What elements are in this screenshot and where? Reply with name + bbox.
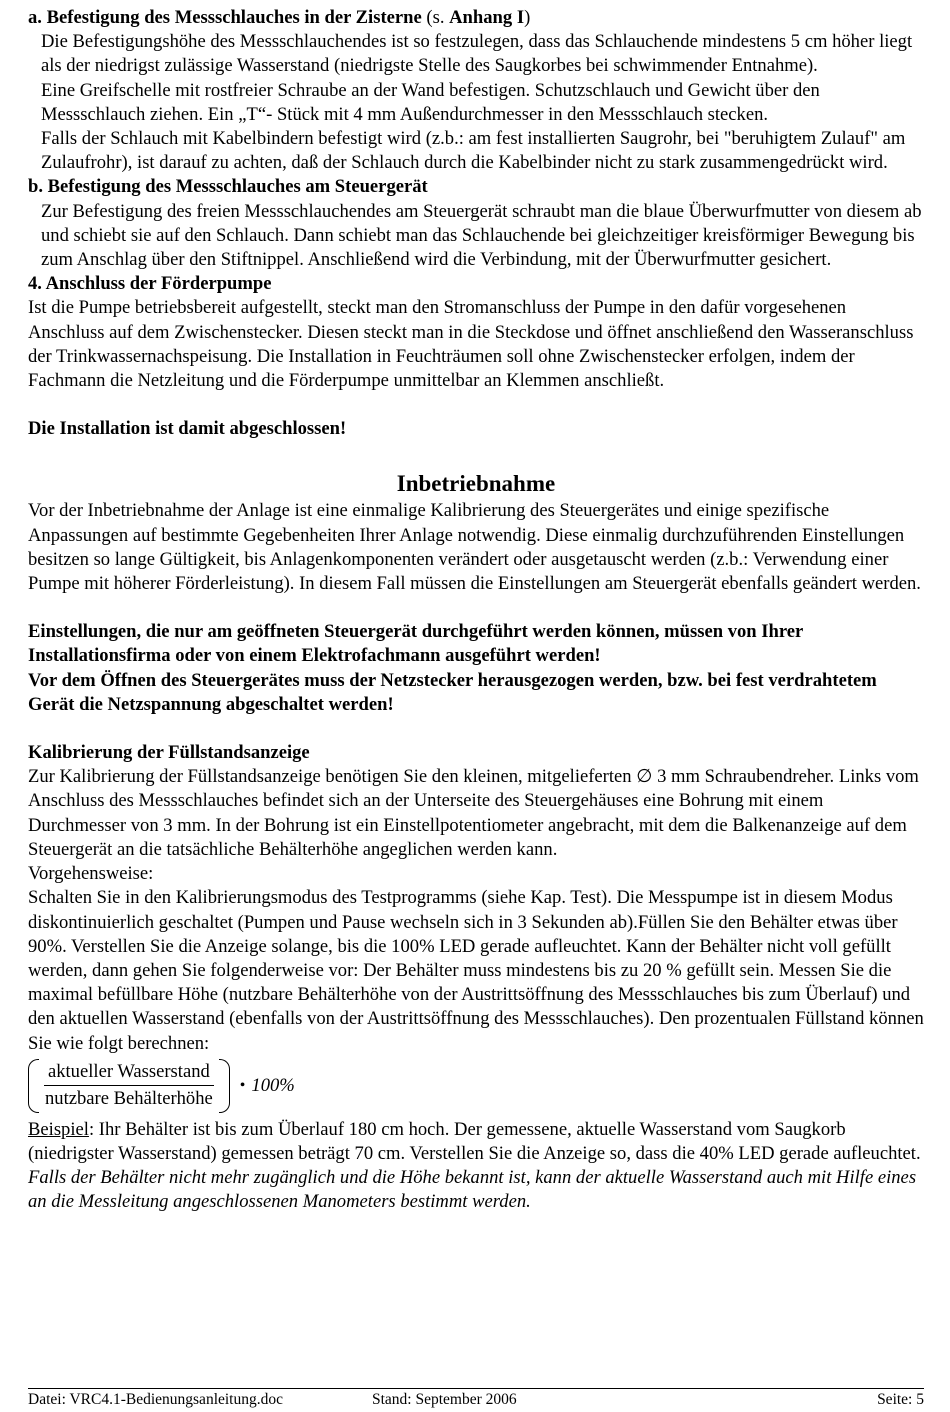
section-a-heading-bold: a. Befestigung des Messschlauches in der Zisterne	[28, 7, 422, 28]
section-b-para: Zur Befestigung des freien Messschlauchendes am Steuergerät schraubt man die blaue Überwurfmutter von diesem ab und schiebt sie auf den Schlauch. Dann schiebt man das Schlauchende bei gleichzeitiger kreisförmiger Bewegung bis zum Anschlag über den Stiftnippel. Anschließend wird die Verbindung, mit der Überwurfmutter gesichert.	[41, 200, 922, 271]
manometer-note: Falls der Behälter nicht mehr zugänglich und die Höhe bekannt ist, kann der aktuelle Wasserstand auch mit Hilfe eines an die Messleitung angeschlossenen Manometers bestimmt werden.	[28, 1167, 917, 1213]
fill-level-formula	[28, 1058, 924, 1114]
footer-stand: Stand: September 2006	[372, 1391, 517, 1408]
warning-installer: Einstellungen, die nur am geöffneten Steuergerät durchgeführt werden können, müssen von Ihrer Installationsfirma oder von einem Elektrofachmann ausgeführt werden!	[28, 621, 803, 667]
example-label: Beispiel	[28, 1118, 89, 1140]
section-a-para-1: Die Befestigungshöhe des Messschlauchendes ist so festzulegen, dass das Schlauchende mindestens 5 cm höher liegt als der niedrigst zulässige Wasserstand (niedrigste Stelle des Saugkorbes bei schwimmender Entnahme).	[41, 31, 913, 77]
example-text: : Ihr Behälter ist bis zum Überlauf 180 cm hoch. Der gemessene, aktuelle Wasserstand vom Saugkorb (niedrigster Wasserstand) gemessen beträgt 70 cm. Verstellen Sie die Anzeige so, dass die 40% LED gerade aufleuchtet.	[28, 1118, 921, 1164]
section-a-heading	[28, 6, 924, 30]
spacer	[28, 596, 924, 620]
section-a-para-3: Falls der Schlauch mit Kabelbindern befestigt wird (z.b.: am fest installierten Saugrohr, bei "beruhigtem Zulauf" am Zulaufrohr), ist darauf zu achten, daß der Schlauch durch die Kabelbinder nicht zu stark zusammengedrückt wird.	[41, 128, 906, 174]
calibration-heading: Kalibrierung der Füllstandsanzeige	[28, 742, 310, 764]
footer-file: Datei: VRC4.1-Bedienungsanleitung.doc	[28, 1391, 283, 1408]
installation-done-note: Die Installation ist damit abgeschlossen!	[28, 418, 347, 440]
section-a-para-2: Eine Greifschelle mit rostfreier Schraube an der Wand befestigen. Schutzschlauch und Gewicht über den Messschlauch ziehen. Ein „T“- Stück mit 4 mm Außendurchmesser in den Messschlauch stecken.	[41, 79, 820, 125]
section-a-heading-open: (s.	[421, 7, 450, 28]
inbetriebnahme-title: Inbetriebnahme	[396, 471, 556, 497]
formula-fraction	[39, 1060, 219, 1111]
section-4-para: Ist die Pumpe betriebsbereit aufgestellt, steckt man den Stromanschluss der Pumpe in den dafür vorgesehenen Anschluss auf dem Zwischenstecker. Diesen steckt man in die Steckdose und öffnet anschließend den Wasseranschluss der Trinkwassernachspeisung. Die Installation in Feuchträumen soll ohne Zwischenstecker erfolgen, indem der Fachmann die Netzleitung und die Förderpumpe unmittelbar an Klemmen anschließt.	[28, 297, 914, 392]
spacer	[28, 441, 924, 465]
spacer	[28, 717, 924, 741]
section-a-heading-close: )	[524, 7, 531, 28]
section-b-heading: b. Befestigung des Messschlauches am Steuergerät	[28, 176, 428, 198]
formula-multiply-dot: •	[239, 1076, 246, 1094]
formula-denominator: nutzbare Behälterhöhe	[45, 1088, 213, 1110]
calibration-para-1: Zur Kalibrierung der Füllstandsanzeige benötigen Sie den kleinen, mitgelieferten ∅ 3 mm Schraubendreher. Links vom Anschluss des Messschlauches befindet sich an der Unterseite des Steuergehäuses eine Bohrung mit einem Durchmesser von 3 mm. In der Bohrung ist ein Einstellpotentiometer angebracht, mit dem die Balkenanzeige auf dem Steuergerät an die tatsächliche Behälterhöhe angeglichen werden kann.	[28, 766, 919, 860]
formula-left-paren	[28, 1059, 39, 1113]
formula-numerator: aktueller Wasserstand	[44, 1060, 214, 1086]
example-para	[28, 1118, 924, 1166]
calibration-para-2: Schalten Sie in den Kalibrierungsmodus des Testprogramms (siehe Kap. Test). Die Messpumpe ist in diesem Modus diskontinuierlich geschaltet (Pumpen und Pause wechseln sich in 3 Sekunden ab).Füllen Sie den Behälter etwas über 90%. Verstellen Sie die Anzeige solange, bis die 100% LED gerade aufleuchtet. Kann der Behälter nicht voll gefüllt werden, dann gehen Sie folgenderweise vor: Der Behälter muss mindestens bis zu 20 % gefüllt sein. Messen Sie die maximal befüllbare Höhe (nutzbare Behälterhöhe von der Austrittsöffnung des Messschlauches bis zum Überlauf) und den aktuellen Wasserstand (ebenfalls von der Austrittsöffnung des Messschlauches). Den prozentualen Füllstand können Sie wie folgt berechnen:	[28, 887, 924, 1054]
inbetriebnahme-para: Vor der Inbetriebnahme der Anlage ist eine einmalige Kalibrierung des Steuergerätes und einige spezifische Anpassungen auf bestimmte Gegebenheiten Ihrer Anlage notwendig. Diese einmalig durchzuführenden Einstellungen besitzen so lange Gültigkeit, bis Anlagenkomponenten verändert oder ausgetauscht werden (z.b.: Verwendung einer Pumpe mit höherer Förderleistung). In diesem Fall müssen die Einstellungen am Steuergerät ebenfalls geändert werden.	[28, 500, 921, 595]
spacer	[28, 393, 924, 417]
procedure-label: Vorgehensweise:	[28, 863, 154, 885]
warning-unplug: Vor dem Öffnen des Steuergerätes muss der Netzstecker herausgezogen werden, bzw. bei fest verdrahtetem Gerät die Netzspannung abgeschaltet werden!	[28, 669, 877, 715]
document-page	[28, 6, 924, 1215]
section-4-heading: 4. Anschluss der Förderpumpe	[28, 273, 272, 295]
formula-right-paren	[219, 1059, 230, 1113]
formula-percent: 100%	[251, 1074, 295, 1096]
footer-page-number: Seite: 5	[877, 1391, 924, 1408]
page-footer	[28, 1388, 924, 1410]
section-a-heading-anhang: Anhang I	[449, 7, 525, 28]
